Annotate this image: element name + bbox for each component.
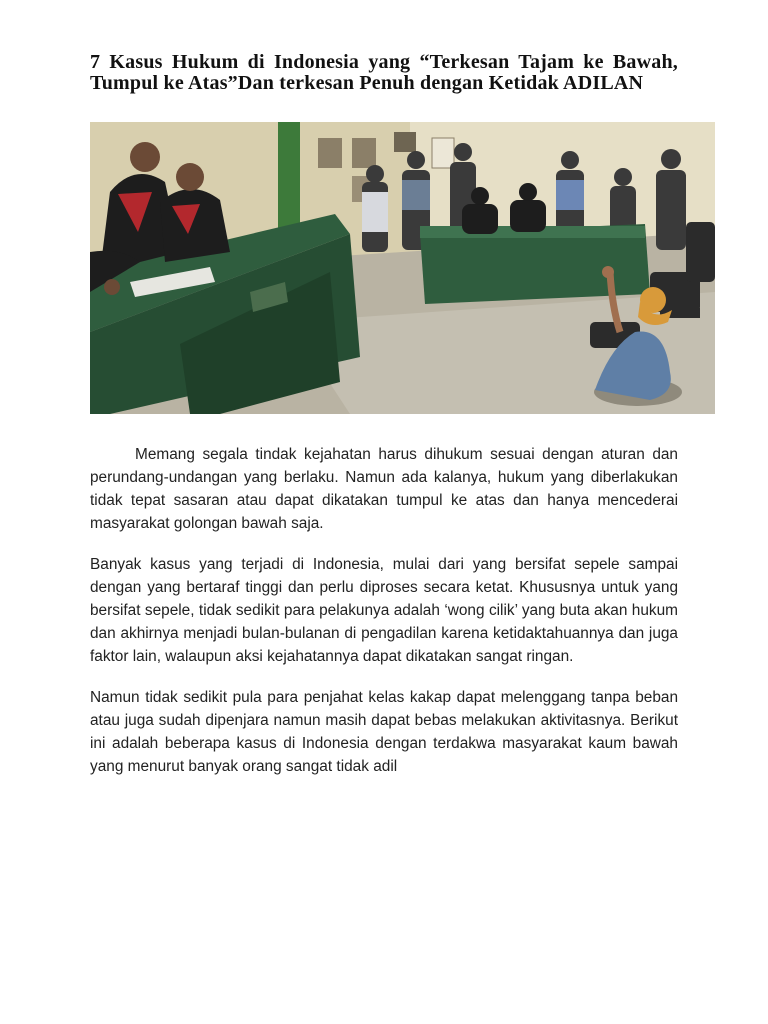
article-body [90,443,678,796]
courtroom-photo [90,122,715,414]
paragraph-1: Memang segala tindak kejahatan harus dihukum sesuai dengan aturan dan perundang-undangan yang berlaku. Namun ada kalanya, hukum yang diberlakukan tidak tepat sasaran atau dapat dikatakan tumpul ke atas dan hanya mencederai masyarakat golongan bawah saja. [90,446,678,532]
article-title: 7 Kasus Hukum di Indonesia yang “Terkesan Tajam ke Bawah, Tumpul ke Atas”Dan terkesan Penuh dengan Ketidak ADILAN [90,51,678,94]
paragraph-3: Namun tidak sedikit pula para penjahat kelas kakap dapat melenggang tanpa beban atau juga sudah dipenjara namun masih dapat bebas melakukan aktivitasnya. Berikut ini adalah beberapa kasus di Indonesia dengan terdakwa masyarakat kaum bawah yang menurut banyak orang sangat tidak adil [90,689,678,775]
paragraph-2: Banyak kasus yang terjadi di Indonesia, mulai dari yang bersifat sepele sampai dengan yang bertaraf tinggi dan perlu diproses secara ketat. Khususnya untuk yang bersifat sepele, tidak sedikit para pelakunya adalah ‘wong cilik’ yang buta akan hukum dan akhirnya menjadi bulan-bulanan di pengadilan karena ketidaktahuannya dan juga faktor lain, walaupun aksi kejahatannya dapat dikatakan sangat ringan. [90,556,678,665]
